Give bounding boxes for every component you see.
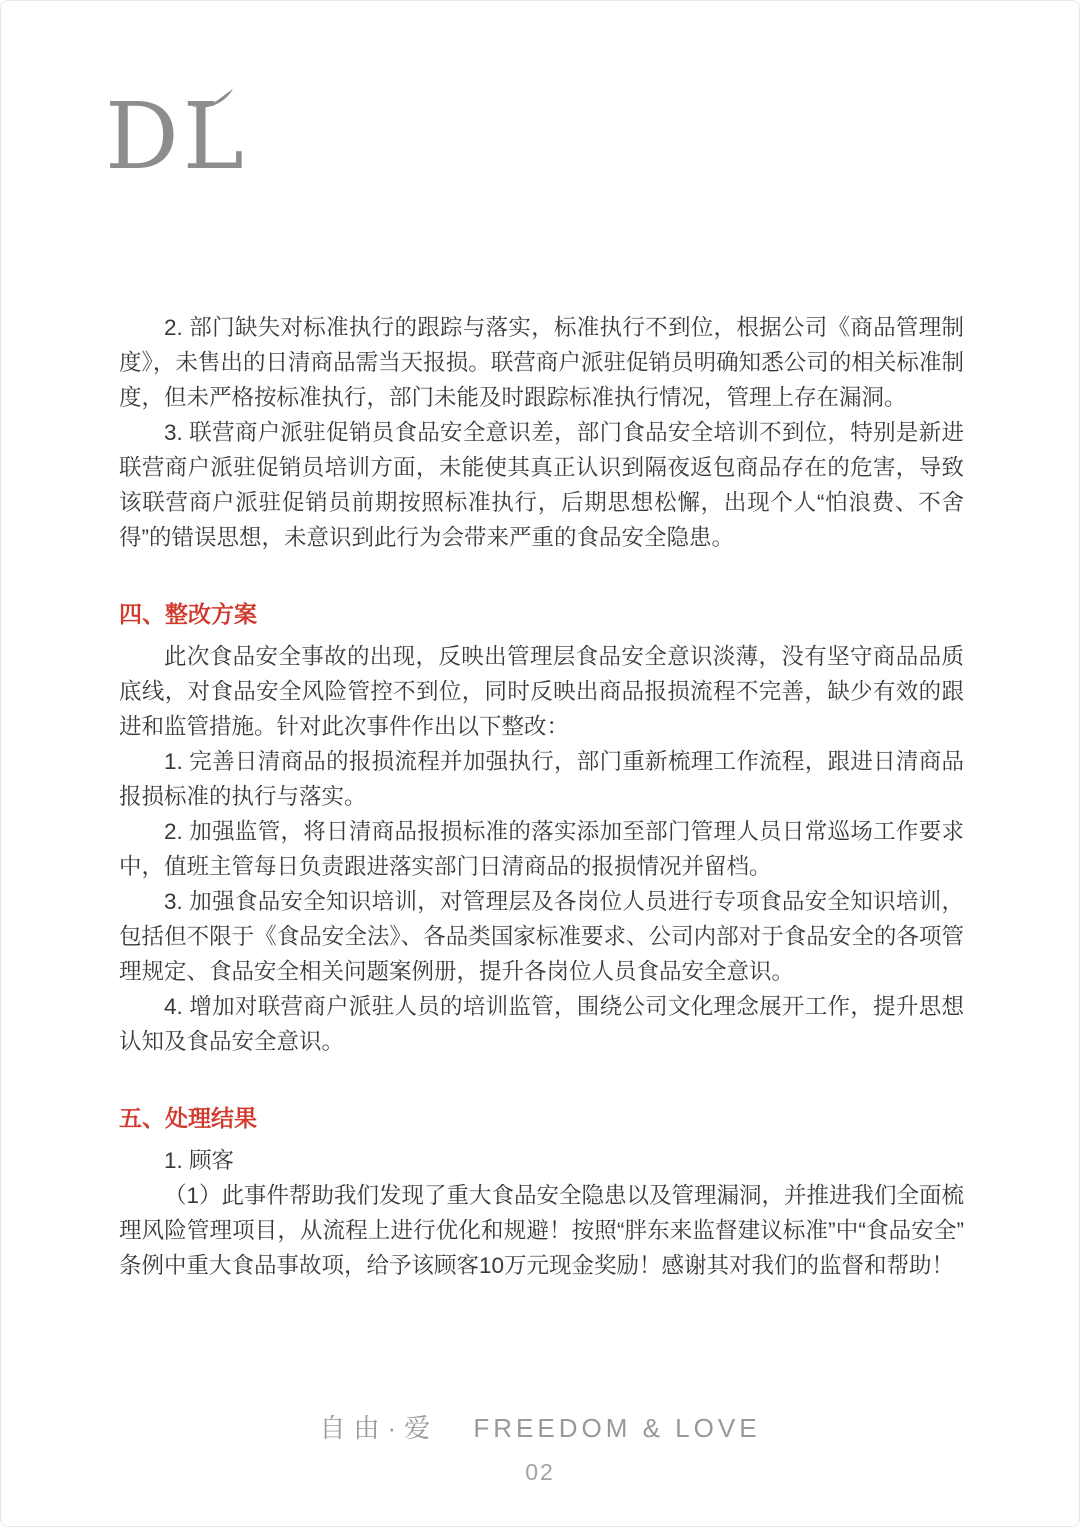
swoosh-icon — [189, 89, 235, 109]
rectification-item-3: 3. 加强食品安全知识培训，对管理层及各岗位人员进行专项食品安全知识培训，包括但不限于《食品安全法》、各品类国家标准要求、公司内部对于食品安全的各项管理规定、食品安全相关问题案例册，提升各岗位人员食品安全意识。 — [119, 889, 964, 984]
section-heading-results: 五、处理结果 — [119, 1105, 257, 1131]
footer-slogan-cn: 自由·爱 — [319, 1413, 439, 1443]
footer-slogan-en: FREEDOM & LOVE — [473, 1413, 761, 1443]
brand-logo — [105, 83, 275, 190]
section-heading-rectification: 四、整改方案 — [119, 601, 257, 627]
rectification-item-4: 4. 增加对联营商户派驻人员的培训监管，围绕公司文化理念展开工作，提升思想认知及食品安全意识。 — [119, 994, 964, 1054]
footer-slogan — [1, 1412, 1079, 1444]
rectification-intro: 此次食品安全事故的出现，反映出管理层食品安全意识淡薄，没有坚守商品品质底线，对食品安全风险管控不到位，同时反映出商品报损流程不完善，缺少有效的跟进和监管措施。针对此次事件作出以下整改： — [119, 644, 964, 739]
document-body — [1, 310, 1079, 1283]
brand-logo-text: DL — [105, 83, 248, 190]
finding-paragraph-3: 3. 联营商户派驻促销员食品安全意识差，部门食品安全培训不到位，特别是新进联营商户派驻促销员培训方面，未能使其真正认识到隔夜返包商品存在的危害，导致该联营商户派驻促销员前期按照标准执行，后期思想松懈，出现个人“怕浪费、不舍得”的错误思想，未意识到此行为会带来严重的食品安全隐患。 — [119, 420, 964, 550]
page-number: 02 — [525, 1459, 555, 1485]
results-subheading: 1. 顾客 — [164, 1148, 235, 1173]
rectification-item-2: 2. 加强监管，将日清商品报损标准的落实添加至部门管理人员日常巡场工作要求中，值班主管每日负责跟进落实部门日清商品的报损情况并留档。 — [119, 819, 964, 879]
rectification-item-1: 1. 完善日清商品的报损流程并加强执行，部门重新梳理工作流程，跟进日清商品报损标准的执行与落实。 — [119, 749, 964, 809]
page-footer — [1, 1412, 1079, 1526]
results-paragraph: （1）此事件帮助我们发现了重大食品安全隐患以及管理漏洞，并推进我们全面梳理风险管理项目，从流程上进行优化和规避！按照“胖东来监督建议标准”中“食品安全”条例中重大食品事故项，给予该顾客10万元现金奖励！感谢其对我们的监督和帮助！ — [119, 1183, 965, 1278]
finding-paragraph-2: 2. 部门缺失对标准执行的跟踪与落实，标准执行不到位，根据公司《商品管理制度》，未售出的日清商品需当天报损。联营商户派驻促销员明确知悉公司的相关标准制度，但未严格按标准执行，部门未能及时跟踪标准执行情况，管理上存在漏洞。 — [119, 315, 964, 410]
